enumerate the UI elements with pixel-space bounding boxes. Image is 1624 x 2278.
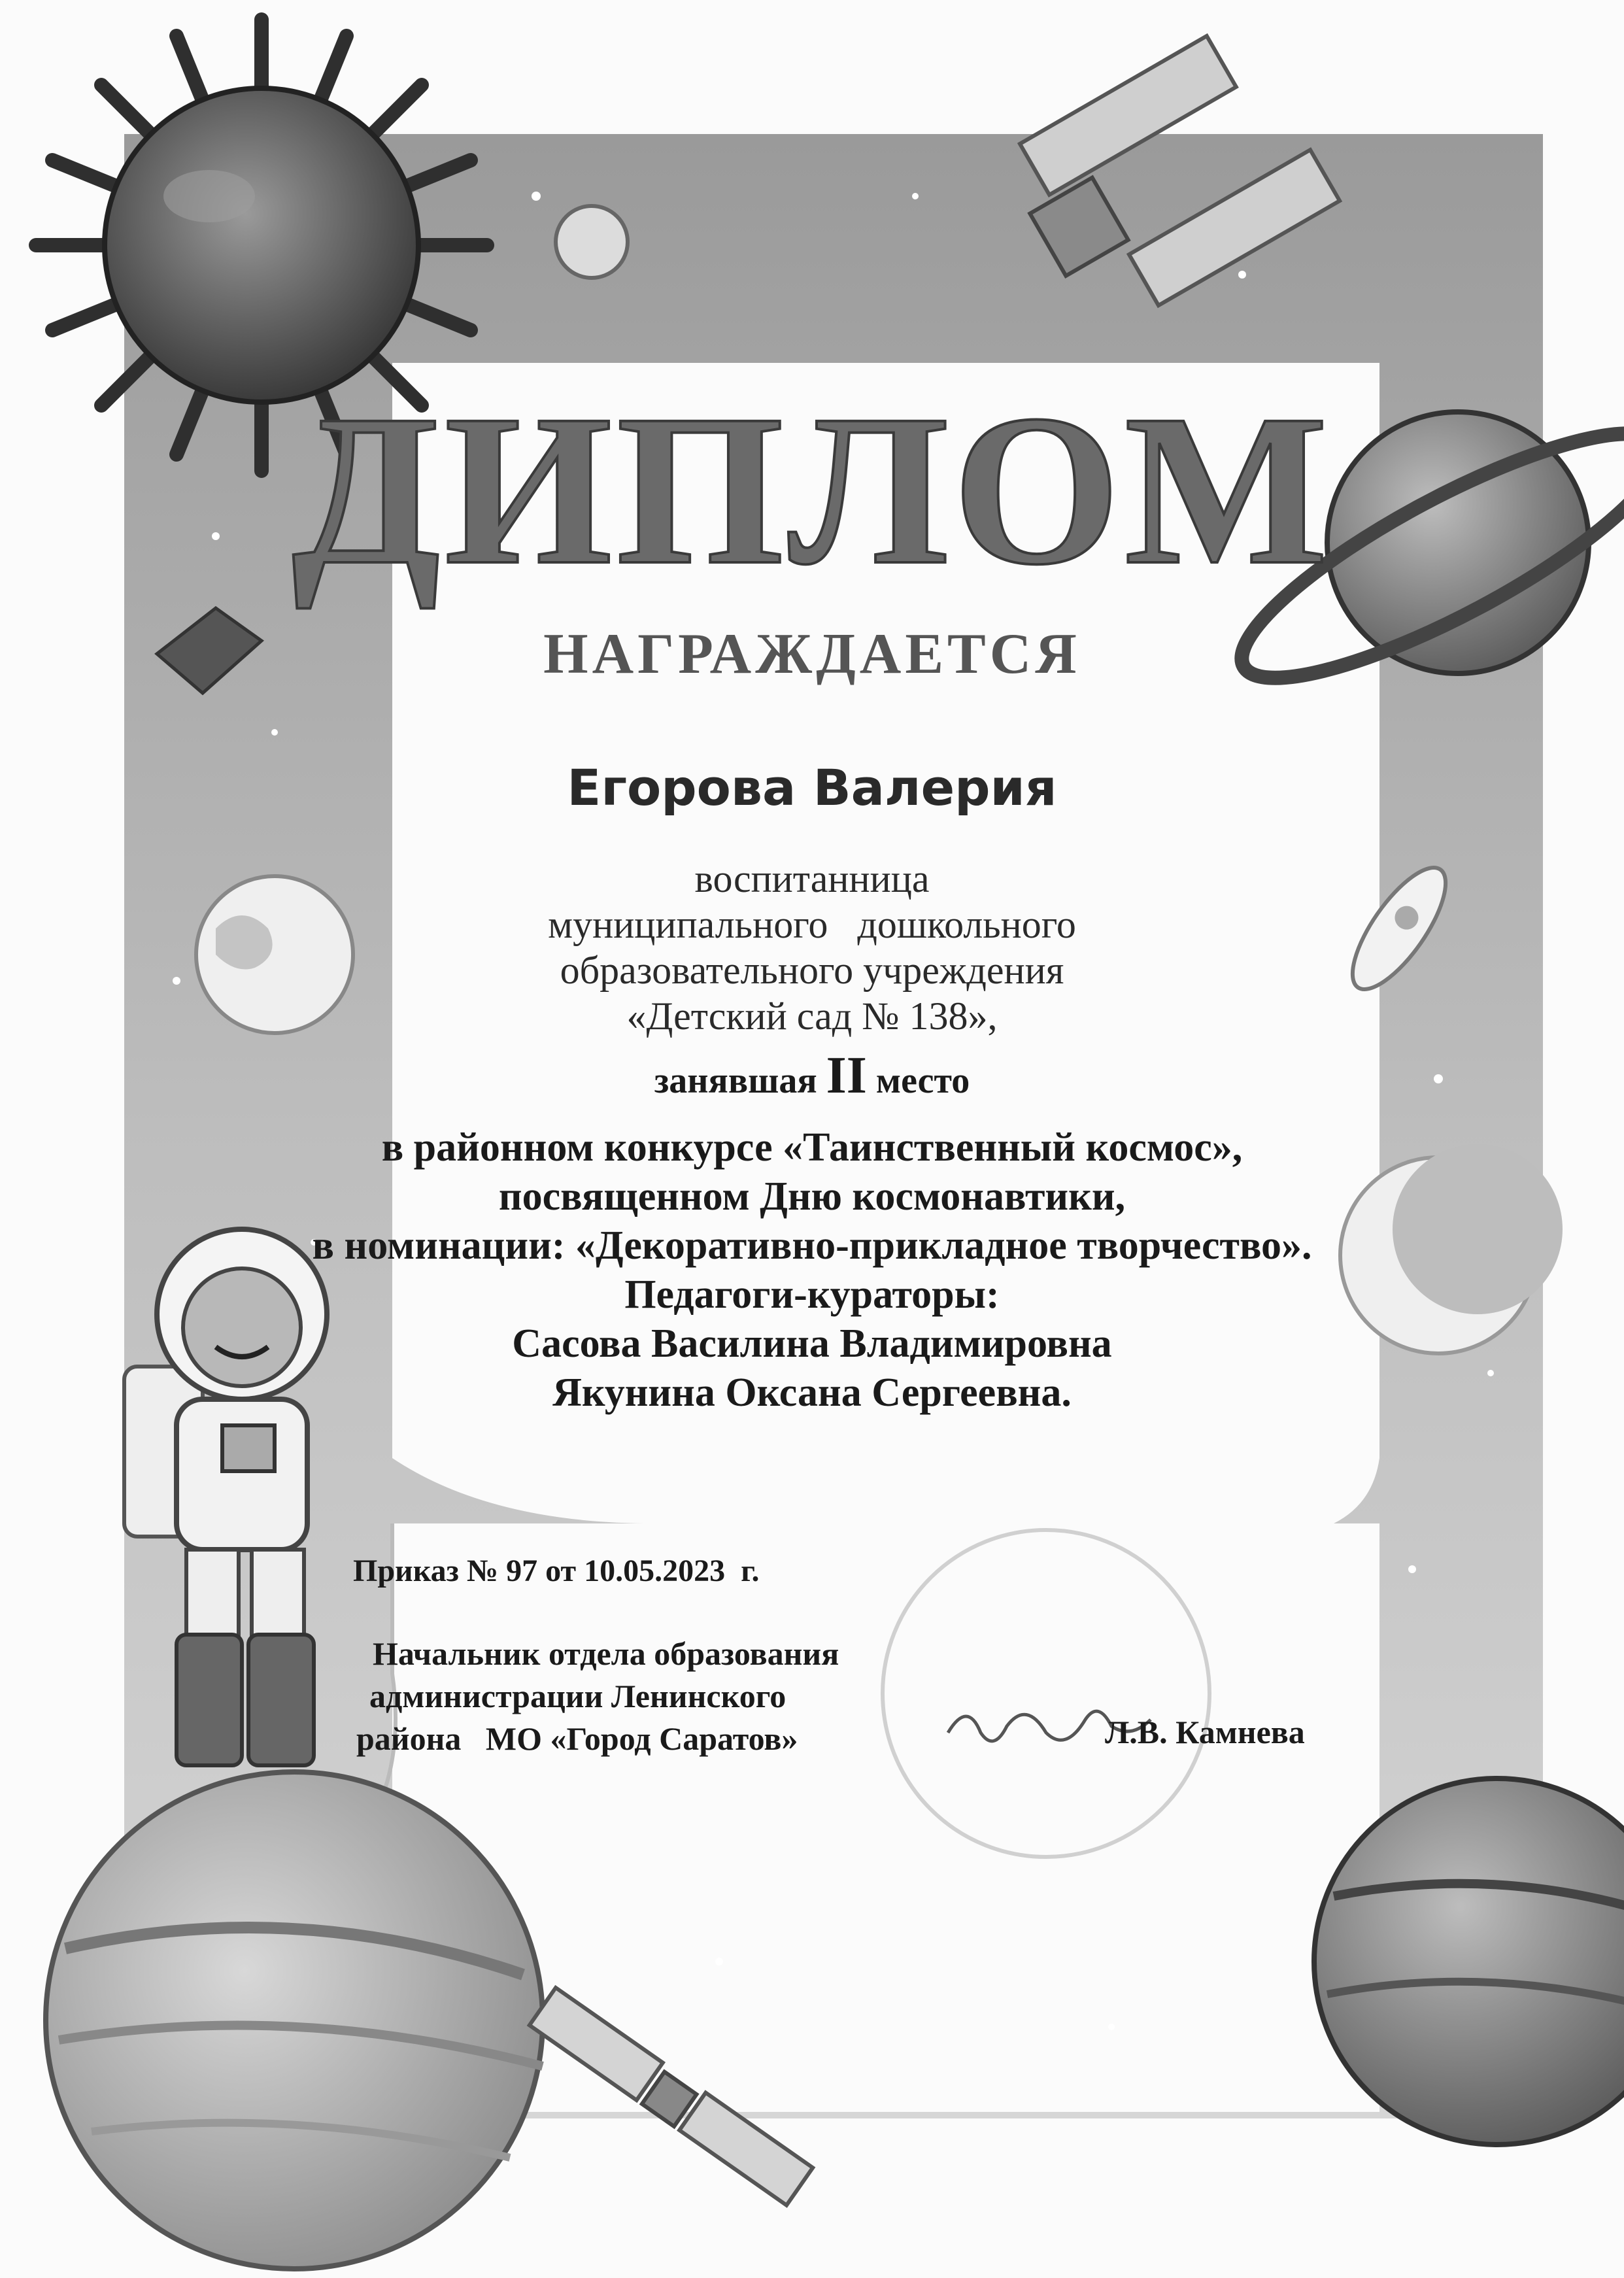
recipient-name: Егорова Валерия <box>567 758 1057 817</box>
curator-name: Якунина Оксана Сергеевна. <box>552 1370 1072 1415</box>
role-line: воспитанница <box>694 857 930 900</box>
signatory-name: Л.В. Камнева <box>1105 1714 1305 1750</box>
signatory-line: Начальник отдела образования <box>373 1635 839 1672</box>
diploma-title: ДИПЛОМ <box>292 371 1332 609</box>
curator-name: Сасова Василина Владимировна <box>512 1321 1112 1366</box>
contest-line: в районном конкурсе «Таинственный космос», <box>381 1125 1243 1170</box>
contest-line: посвященном Дню космонавтики, <box>498 1174 1126 1219</box>
place-suffix: место <box>875 1061 970 1101</box>
role-line: образовательного учреждения <box>560 949 1064 992</box>
signatory-line: района МО «Город Саратов» <box>356 1720 798 1757</box>
place-line <box>0 1046 1624 1106</box>
order-reference: Приказ № 97 от 10.05.2023 г. <box>353 1554 760 1588</box>
awarded-heading: НАГРАЖДАЕТСЯ <box>543 622 1081 686</box>
role-line: муниципального дошкольного <box>548 903 1076 946</box>
signatory-line: администрации Ленинского <box>369 1678 787 1714</box>
curators-heading: Педагоги-кураторы: <box>624 1272 1000 1317</box>
contest-line: в номинации: «Декоративно-прикладное творчество». <box>312 1223 1312 1268</box>
role-line: «Детский сад № 138», <box>626 994 998 1038</box>
planet-icon <box>46 1772 543 2269</box>
place-prefix: занявшая <box>654 1061 817 1101</box>
place-number: II <box>826 1047 867 1104</box>
